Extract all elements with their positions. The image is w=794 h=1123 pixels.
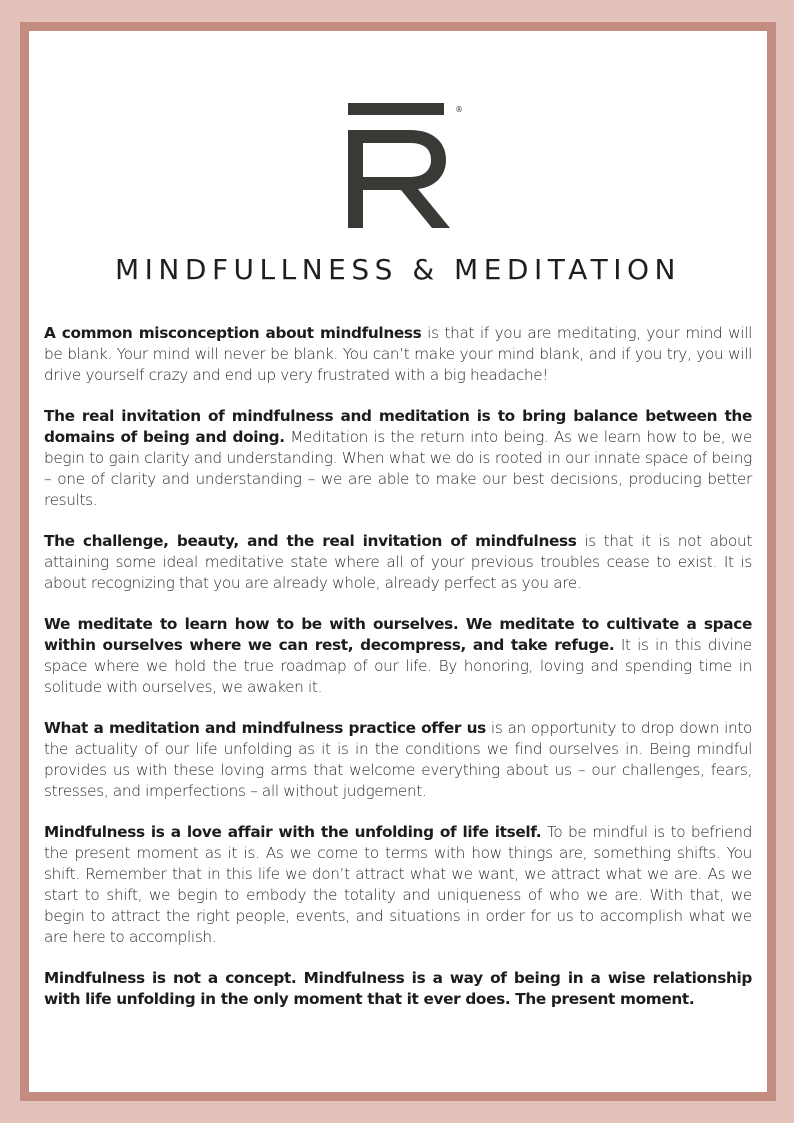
paragraph-5-text: is an opportunity to drop down into the actuality of our life unfolding as it is in the conditions we find ourselves in. Being mindful provides us with these loving arms that welcome everything about us – our challenges, fears, stresses, and imperfections – all without judgement. [44,719,752,800]
page-title: MINDFULLNESS & MEDITATION [115,253,681,286]
paragraph-5-lead: What a meditation and mindfulness practice offer us [44,719,486,737]
paragraph-7-lead: Mindfulness is not a concept. Mindfulness is a way of being in a wise relationship with life unfolding in the only moment that it ever does. The present moment. [44,969,752,1008]
paragraph-3 [44,531,752,594]
paragraph-6-text: To be mindful is to befriend the present moment as it is. As we come to terms with how things are, something shifts. You shift. Remember that in this life we don’t attract what we want, we attract what we are. As we start to shift, we begin to embody the totality and uniqueness of who we are. With that, we begin to attract the right people, events, and situations in order for us to accomplish what we are here to accomplish. [44,823,752,946]
paragraph-1 [44,323,752,386]
registered-mark: ® [455,105,463,114]
paragraph-4-lead: We meditate to learn how to be with ourselves. We meditate to cultivate a space within ourselves where we can rest, decompress, and take refuge. [44,615,752,654]
page-frame [20,22,776,1101]
paragraph-6 [44,822,752,948]
paragraph-4 [44,614,752,698]
paragraph-3-text: is that it is not about attaining some ideal meditative state where all of your previous troubles cease to exist. It is about recognizing that you are already whole, already perfect as you are. [44,532,752,592]
paragraph-4-text: It is in this divine space where we hold the true roadmap of our life. By honoring, loving and spending time in solitude with ourselves, we awaken it. [44,636,752,696]
r-letter-logo-icon [348,103,472,228]
paragraph-2-text: Meditation is the return into being. As we learn how to be, we begin to gain clarity and understanding. When what we do is rooted in our innate space of being – one of clarity and understanding – we are able to make our best decisions, producing better results. [44,428,753,509]
paragraph-7 [44,968,752,1010]
paragraph-1-text: is that if you are meditating, your mind will be blank. Your mind will never be blank. You can’t make your mind blank, and if you try, you will drive yourself crazy and end up very frustrated with a big headache! [44,324,752,384]
paragraph-1-lead: A common misconception about mindfulness [44,324,422,342]
paragraph-6-lead: Mindfulness is a love affair with the unfolding of life itself. [44,823,542,841]
paragraph-2 [44,406,752,511]
paragraph-5 [44,718,752,802]
paragraph-3-lead: The challenge, beauty, and the real invitation of mindfulness [44,532,577,550]
document-body [44,323,752,1030]
paragraph-2-lead: The real invitation of mindfulness and meditation is to bring balance between the domains of being and doing. [44,407,752,446]
